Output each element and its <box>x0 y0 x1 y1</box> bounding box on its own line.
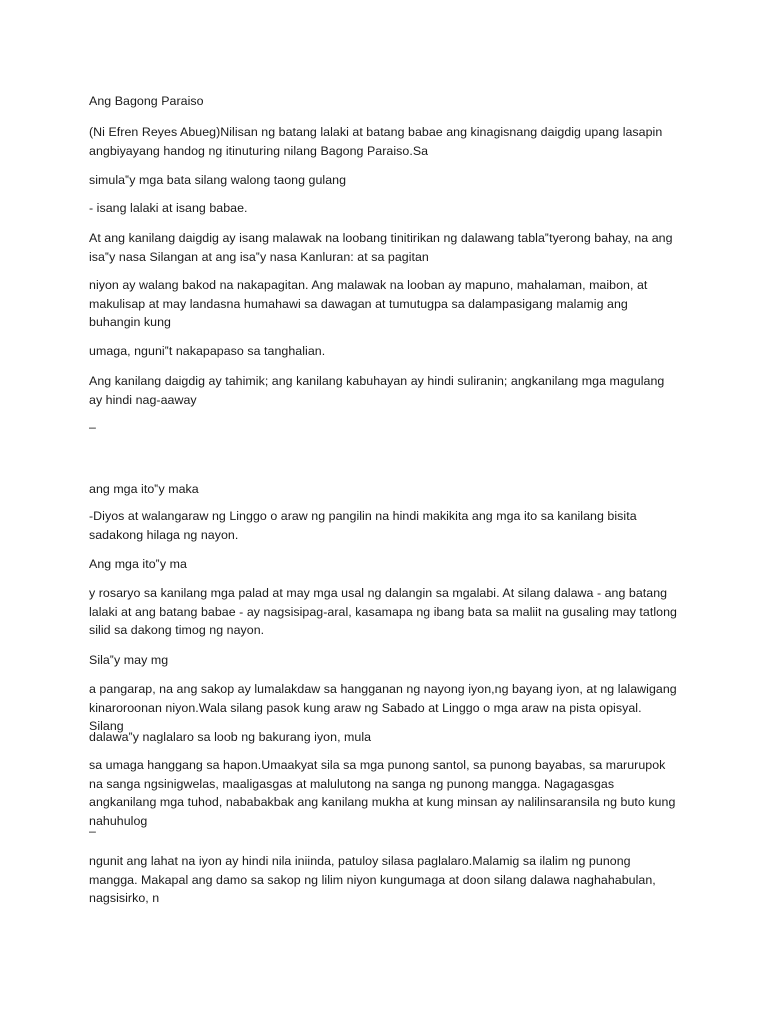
dash-separator: – <box>89 824 96 838</box>
paragraph: y rosaryo sa kanilang mga palad at may mga usal ng dalangin sa mgalabi. At silang dalawa - ang batang lalaki at ang batang babae - ay nagsisipag-aral, kasamapa ng ibang bata sa maliit na gusaling may tatlong silid sa dakong timog ng nayon. <box>89 586 677 638</box>
paragraph: Sila‟y may mg <box>89 653 169 667</box>
dash-separator: – <box>89 420 96 434</box>
paragraph: ngunit ang lahat na iyon ay hindi nila iniinda, patuloy silasa paglalaro.Malamig sa ilalim ng punong mangga. Makapal ang damo sa sakop ng lilim niyon kungumaga at doon silang dalawa naghahabulan, nagsisirko, n <box>89 854 656 906</box>
paragraph: At ang kanilang daigdig ay isang malawak na loobang tinitirikan ng dalawang tabla‟tyerong bahay, na ang isa‟y nasa Silangan at ang isa‟y nasa Kanluran: at sa pagitan <box>89 231 673 264</box>
document-title: Ang Bagong Paraiso <box>89 94 204 108</box>
paragraph: Ang mga ito‟y ma <box>89 557 187 571</box>
paragraph: - isang lalaki at isang babae. <box>89 201 248 215</box>
paragraph: Ang kanilang daigdig ay tahimik; ang kanilang kabuhayan ay hindi suliranin; angkanilang mga magulang ay hindi nag-aaway <box>89 374 665 407</box>
paragraph: simula‟y mga bata silang walong taong gulang <box>89 173 347 187</box>
paragraph: sa umaga hanggang sa hapon.Umaakyat sila sa mga punong santol, sa punong bayabas, sa marurupok na sanga ngsinigwelas, maaligasgas at malulutong na sanga ng punong mangga. Nagagasgas angkanilang mga tuhod, nababakbak ang kanilang mukha at kung minsan ay nalilinsaransila ng buto kung nahuhulog <box>89 758 676 828</box>
paragraph: a pangarap, na ang sakop ay lumalakdaw sa hangganan ng nayong iyon,ng bayang iyon, at ng lalawigang kinaroroonan niyon.Wala silang pasok kung araw ng Sabado at Linggo o mga araw na pista opisyal. Silang <box>89 682 677 734</box>
paragraph: -Diyos at walangaraw ng Linggo o araw ng pangilin na hindi makikita ang mga ito sa kanilang bisita sadakong hilaga ng nayon. <box>89 509 637 542</box>
paragraph: umaga, nguni‟t nakapapaso sa tanghalian. <box>89 344 326 358</box>
paragraph: ang mga ito‟y maka <box>89 482 199 496</box>
paragraph: (Ni Efren Reyes Abueg)Nilisan ng batang lalaki at batang babae ang kinagisnang daigdig upang lasapin angbiyayang handog ng itinuturing nilang Bagong Paraiso.Sa <box>89 125 663 158</box>
paragraph: dalawa‟y naglalaro sa loob ng bakurang iyon, mula <box>89 730 372 744</box>
paragraph: niyon ay walang bakod na nakapagitan. Ang malawak na looban ay mapuno, mahalaman, maibon, at makulisap at may landasna humahawi sa dawagan at tumutugpa sa dalampasigang malamig ang buhangin kung <box>89 278 648 330</box>
